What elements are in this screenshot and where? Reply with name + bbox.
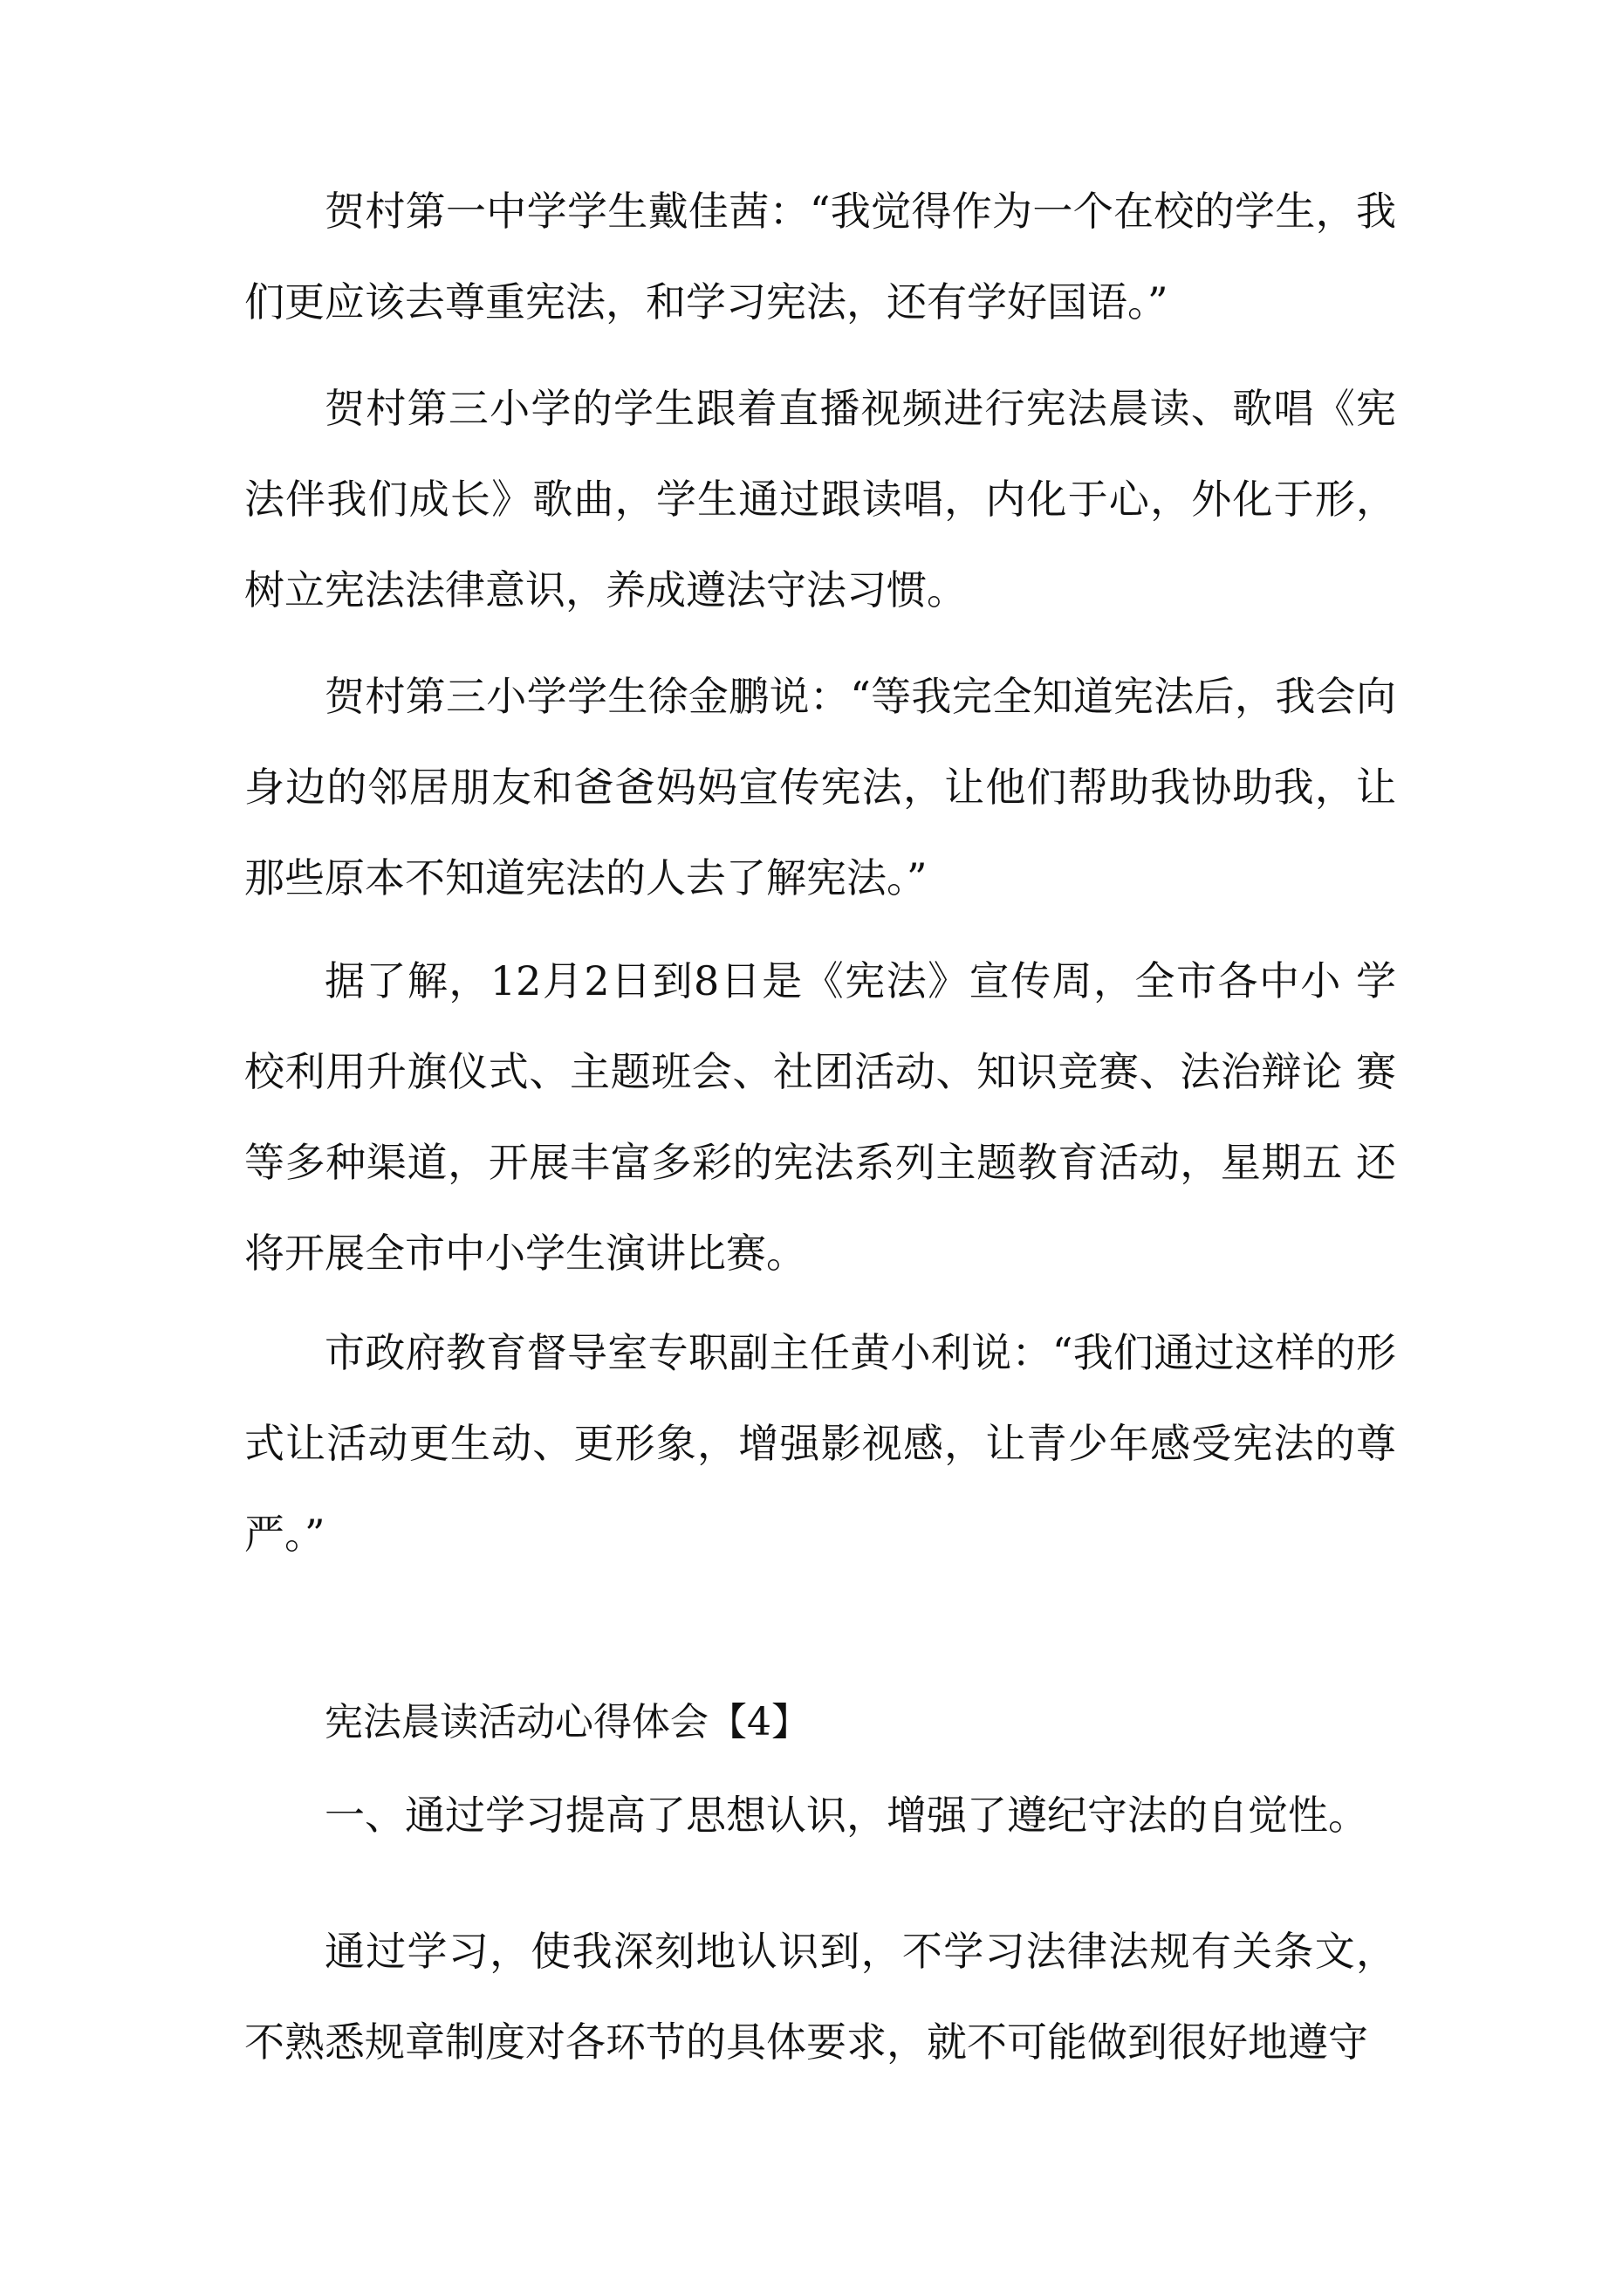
section-body-paragraph: 通过学习，使我深刻地认识到，不学习法律法规有关条文，不熟悉规章制度对各环节的具体要求，就不可能做到很好地遵守: [244, 1928, 1396, 2066]
paragraph-official-quote: 市政府教育督导室专职副主任黄小利说：“我们通过这样的形式让活动更生动、更形象，增强影视感，让青少年感受宪法的尊严。”: [244, 1329, 1396, 1558]
paragraph-student-quote-dai: 贺村第一中学学生戴佳茜：“我觉得作为一个在校的学生，我们更应该去尊重宪法，和学习宪法，还有学好国语。”: [244, 188, 1396, 326]
paragraph-student-quote-xu: 贺村第三小学学生徐金鹏说：“等我完全知道宪法后，我会向身边的邻居朋友和爸爸妈妈宣传宪法，让他们帮助我协助我，让那些原本不知道宪法的人去了解宪法。”: [244, 673, 1396, 901]
paragraph-publicity-week: 据了解，12月2日到8日是《宪法》宣传周，全市各中小 学校利用升旗仪式、主题班会、社团活动、知识竞赛、法治辩论 赛等多种渠道，开展丰富多彩的宪法系列主题教育活动，星期五 还将开展全市中小学生演讲比赛。: [244, 957, 1396, 1277]
section-heading: 宪法晨读活动心得体会【4】: [325, 1700, 810, 1744]
section-point-one: 一、通过学习提高了思想认识，增强了遵纪守法的自觉性。: [325, 1792, 1368, 1839]
paragraph-third-school-reading: 贺村第三小学的学生跟着直播视频进行宪法晨读、歌唱《宪法伴我们成长》歌曲，学生通过跟读唱，内化于心，外化于形，树立宪法法律意识，养成遵法守法习惯。: [244, 385, 1396, 613]
